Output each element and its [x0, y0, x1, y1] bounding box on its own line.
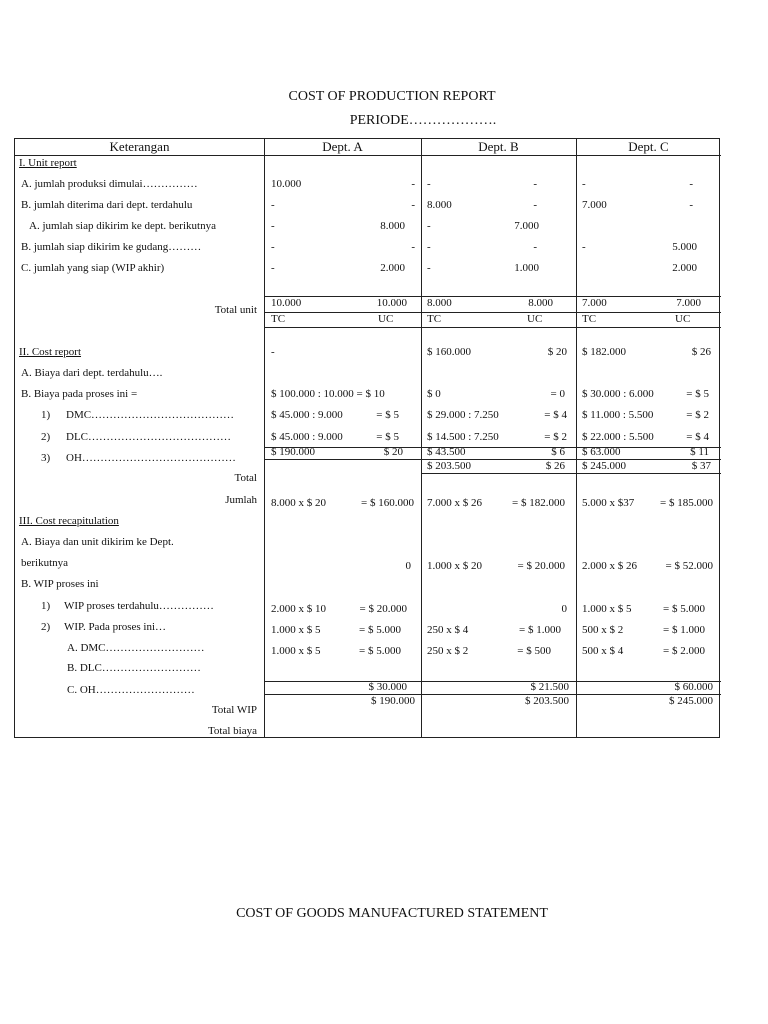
b-wip-dmc-left: 250 x $ 4: [427, 624, 469, 636]
row-rule: [264, 459, 721, 460]
a-recap-sent: 0: [405, 560, 411, 572]
label-jumlah: Jumlah: [225, 494, 257, 506]
statement-title: COST OF GOODS MANUFACTURED STATEMENT: [236, 906, 548, 921]
c-cost-this-right: = $ 5: [686, 388, 709, 400]
b-wip-dlc-left: 250 x $ 2: [427, 645, 469, 657]
label-cost-this: B. Biaya pada proses ini =: [21, 388, 138, 400]
a-units-r1-right: -: [411, 178, 415, 190]
col-header-keterangan: Keterangan: [109, 139, 170, 154]
c-oh-right: $ 11: [690, 446, 709, 458]
c-units-r5-right: 2.000: [672, 262, 697, 274]
b-dmc-right: = $ 4: [544, 409, 567, 421]
a-units-r1-left: 10.000: [271, 178, 302, 190]
c-units-r1-right: -: [689, 178, 693, 190]
c-jumlah-right: = $ 185.000: [660, 497, 713, 509]
cost-production-table: [14, 138, 720, 738]
b-jumlah-left: 7.000 x $ 26: [427, 497, 482, 509]
label-b-wh: B. jumlah siap dikirim ke gudang………: [21, 241, 202, 253]
b-units-r5-right: 1.000: [514, 262, 539, 274]
c-dlc-right: = $ 4: [686, 431, 709, 443]
c-units-r2-left: 7.000: [582, 199, 607, 211]
c-total-unit-left: 7.000: [582, 297, 607, 309]
b-total-left: $ 203.500: [427, 460, 471, 472]
col-divider: [576, 139, 577, 737]
a-units-r4-left: -: [271, 241, 275, 253]
row-rule: [421, 473, 721, 474]
b-tc: TC: [427, 313, 442, 325]
b-units-r4-left: -: [427, 241, 431, 253]
b-units-r1-right: -: [533, 178, 537, 190]
label-sub-dlc: B. DLC………………………: [67, 662, 201, 674]
label-total: Total: [234, 472, 257, 484]
b-total-wip: $ 21.500: [530, 681, 569, 693]
c-wip-prev-left: 1.000 x $ 5: [582, 603, 632, 615]
b-uc: UC: [527, 313, 543, 325]
b-dlc-left: $ 14.500 : 7.250: [427, 431, 499, 443]
row-rule: [264, 447, 721, 448]
header-rule: [15, 155, 721, 156]
c-wip-dmc-left: 500 x $ 2: [582, 624, 624, 636]
a-units-r3-left: -: [271, 220, 275, 232]
period-text: PERIODE……………….: [349, 113, 497, 128]
b-oh-left: $ 43.500: [427, 446, 466, 458]
label-a-start: A. jumlah produksi dimulai……………: [21, 178, 198, 190]
c-wip-dlc-left: 500 x $ 4: [582, 645, 624, 657]
a-wip-dmc-right: = $ 5.000: [359, 624, 401, 636]
label-cost-prev: A. Biaya dari dept. terdahulu….: [21, 367, 163, 379]
c-dlc-left: $ 22.000 : 5.500: [582, 431, 654, 443]
label-c-wip: C. jumlah yang siap (WIP akhir): [21, 262, 165, 274]
a-units-r2-left: -: [271, 199, 275, 211]
c-uc: UC: [675, 313, 691, 325]
label-total-wip: Total WIP: [211, 704, 257, 716]
a-wip-dmc-left: 1.000 x $ 5: [271, 624, 321, 636]
label-b-recv: B. jumlah diterima dari dept. terdahulu: [21, 199, 193, 211]
col-header-dept-c: Dept. C: [628, 139, 669, 154]
b-units-r1-left: -: [427, 178, 431, 190]
b-cost-this-right: = 0: [550, 388, 565, 400]
a-wip-dlc-left: 1.000 x $ 5: [271, 645, 321, 657]
label-dlc: DLC…………………………………: [66, 431, 231, 443]
label-cost-recap: III. Cost recapitulation: [19, 515, 119, 527]
col-divider: [264, 139, 265, 737]
a-total-wip: $ 30.000: [368, 681, 407, 693]
c-total-left: $ 245.000: [582, 460, 626, 472]
c-oh-left: $ 63.000: [582, 446, 621, 458]
b-wip-prev: 0: [561, 603, 567, 615]
a-cost-prev: -: [271, 346, 275, 358]
label-dmc: DMC…………………………………: [66, 409, 235, 421]
b-total-unit-right: 8.000: [528, 297, 553, 309]
a-dmc-right: = $ 5: [376, 409, 399, 421]
c-dmc-left: $ 11.000 : 5.500: [582, 409, 654, 421]
c-cost-prev-left: $ 182.000: [582, 346, 626, 358]
a-total-biaya: $ 190.000: [371, 695, 415, 707]
label-wip-this: WIP. Pada proses ini…: [64, 621, 167, 633]
label-oh: OH……………………………………: [66, 452, 236, 464]
a-units-r5-left: -: [271, 262, 275, 274]
c-dmc-right: = $ 2: [686, 409, 709, 421]
a-jumlah-left: 8.000 x $ 20: [271, 497, 326, 509]
a-dlc-right: = $ 5: [376, 431, 399, 443]
col-divider: [421, 139, 422, 737]
b-wip-dlc-right: = $ 500: [517, 645, 551, 657]
label-recap-a2: berikutnya: [21, 557, 69, 569]
a-jumlah-right: = $ 160.000: [361, 497, 414, 509]
b-recap-sent-right: = $ 20.000: [517, 560, 565, 572]
b-units-r3-left: -: [427, 220, 431, 232]
b-wip-dmc-right: = $ 1.000: [519, 624, 561, 636]
c-total-unit-right: 7.000: [676, 297, 701, 309]
a-cost-this: $ 100.000 : 10.000 = $ 10: [271, 388, 385, 400]
c-wip-dmc-right: = $ 1.000: [663, 624, 705, 636]
col-header-dept-b: Dept. B: [478, 139, 519, 154]
b-dlc-right: = $ 2: [544, 431, 567, 443]
a-wip-prev-right: = $ 20.000: [359, 603, 407, 615]
c-total-wip: $ 60.000: [674, 681, 713, 693]
label-wip-prev: WIP proses terdahulu……………: [64, 600, 214, 612]
c-recap-sent-right: = $ 52.000: [665, 560, 713, 572]
c-units-r2-right: -: [689, 199, 693, 211]
c-wip-dlc-right: = $ 2.000: [663, 645, 705, 657]
b-cost-prev-left: $ 160.000: [427, 346, 471, 358]
c-total-right: $ 37: [691, 460, 711, 472]
b-units-r2-right: -: [533, 199, 537, 211]
a-dlc-left: $ 45.000 : 9.000: [271, 431, 343, 443]
a-wip-dlc-right: = $ 5.000: [359, 645, 401, 657]
label-sub-oh: C. OH………………………: [67, 684, 195, 696]
label-total-unit: Total unit: [214, 304, 257, 316]
b-units-r5-left: -: [427, 262, 431, 274]
c-total-biaya: $ 245.000: [669, 695, 713, 707]
c-wip-prev-right: = $ 5.000: [663, 603, 705, 615]
b-cost-prev-right: $ 20: [547, 346, 567, 358]
c-recap-sent-left: 2.000 x $ 26: [582, 560, 637, 572]
label-n3: 3): [41, 452, 51, 464]
a-oh-left: $ 190.000: [271, 446, 315, 458]
row-rule: [264, 312, 721, 313]
a-total-unit-right: 10.000: [376, 297, 407, 309]
a-dmc-left: $ 45.000 : 9.000: [271, 409, 343, 421]
a-units-r2-right: -: [411, 199, 415, 211]
label-sub-dmc: A. DMC………………………: [67, 642, 205, 654]
b-total-right: $ 26: [545, 460, 565, 472]
a-units-r5-right: 2.000: [380, 262, 405, 274]
c-cost-prev-right: $ 26: [691, 346, 711, 358]
b-dmc-left: $ 29.000 : 7.250: [427, 409, 499, 421]
a-total-unit-left: 10.000: [271, 297, 302, 309]
label-total-biaya: Total biaya: [207, 725, 257, 737]
a-units-r4-right: -: [411, 241, 415, 253]
label-recap-a1: A. Biaya dan unit dikirim ke Dept.: [21, 536, 174, 548]
c-jumlah-left: 5.000 x $37: [582, 497, 635, 509]
b-units-r2-left: 8.000: [427, 199, 452, 211]
a-tc: TC: [271, 313, 286, 325]
b-units-r3-right: 7.000: [514, 220, 539, 232]
a-units-r3-right: 8.000: [380, 220, 405, 232]
b-units-r4-right: -: [533, 241, 537, 253]
b-total-unit-left: 8.000: [427, 297, 452, 309]
period-label: [0, 113, 768, 129]
c-units-r1-left: -: [582, 178, 586, 190]
b-jumlah-right: = $ 182.000: [512, 497, 565, 509]
label-n1b: 1): [41, 600, 51, 612]
c-units-r4-right: 5.000: [672, 241, 697, 253]
label-n2: 2): [41, 431, 51, 443]
c-units-r4-left: -: [582, 241, 586, 253]
label-unit-report: I. Unit report: [19, 157, 77, 169]
a-wip-prev-left: 2.000 x $ 10: [271, 603, 326, 615]
label-n1: 1): [41, 409, 51, 421]
b-recap-sent-left: 1.000 x $ 20: [427, 560, 482, 572]
a-uc: UC: [378, 313, 394, 325]
label-cost-report: II. Cost report: [19, 346, 82, 358]
label-a-next: A. jumlah siap dikirim ke dept. berikutnya: [29, 220, 216, 232]
b-total-biaya: $ 203.500: [525, 695, 569, 707]
c-cost-this-left: $ 30.000 : 6.000: [582, 388, 654, 400]
label-wip-b: B. WIP proses ini: [21, 578, 99, 590]
a-oh-right: $ 20: [383, 446, 403, 458]
row-rule: [264, 327, 721, 328]
report-title: COST OF PRODUCTION REPORT: [288, 89, 496, 104]
b-cost-this-left: $ 0: [427, 388, 441, 400]
b-oh-right: $ 6: [551, 446, 565, 458]
col-header-dept-a: Dept. A: [322, 139, 363, 154]
c-tc: TC: [582, 313, 597, 325]
label-n2b: 2): [41, 621, 51, 633]
